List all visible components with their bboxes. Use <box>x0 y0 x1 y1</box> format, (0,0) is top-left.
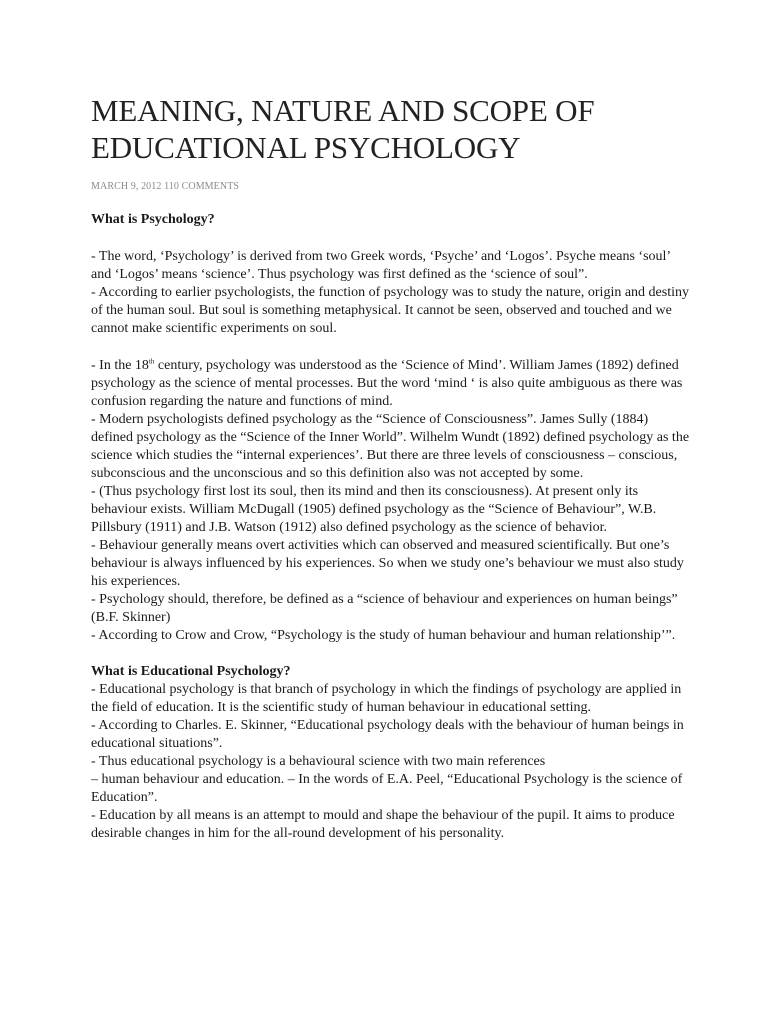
paragraph: – human behaviour and education. – In the words of E.A. Peel, “Educational Psychology is the science of Education”. <box>91 772 683 805</box>
ordinal-superscript: th <box>148 357 155 366</box>
title-line-1: MEANING, NATURE AND SCOPE OF <box>91 93 595 128</box>
paragraph-text: century, psychology was understood as the ‘Science of Mind’. William James (1892) defined psychology as the science of mental processes. But the word ‘mind ‘ is also quite ambiguous as there was confusion regarding the nature and functions of mind. <box>91 358 683 409</box>
paragraph <box>91 357 691 411</box>
post-meta: MARCH 9, 2012 110 COMMENTS <box>91 181 240 192</box>
paragraph-block-definitions <box>91 357 691 645</box>
paragraph-block-educational <box>91 681 691 843</box>
section-heading-psychology: What is Psychology? <box>91 212 215 227</box>
paragraph: - Educational psychology is that branch of psychology in which the findings of psychology are applied in the field of education. It is the scientific study of human behaviour in educational setting. <box>91 682 682 715</box>
title-line-2: EDUCATIONAL PSYCHOLOGY <box>91 130 521 165</box>
paragraph-block-origin <box>91 248 691 338</box>
paragraph: - According to Charles. E. Skinner, “Educational psychology deals with the behaviour of human beings in educational situations”. <box>91 718 684 751</box>
section-heading-educational-psychology: What is Educational Psychology? <box>91 664 291 679</box>
paragraph: - According to earlier psychologists, the function of psychology was to study the nature, origin and destiny of the human soul. But soul is something metaphysical. It cannot be seen, observed and touched and we cannot make scientific experiments on soul. <box>91 285 689 336</box>
paragraph: - Thus educational psychology is a behavioural science with two main references <box>91 754 546 769</box>
paragraph: - According to Crow and Crow, “Psychology is the study of human behaviour and human relationship’”. <box>91 628 676 643</box>
paragraph: - (Thus psychology first lost its soul, then its mind and then its consciousness). At present only its behaviour exists. William McDugall (1905) defined psychology as the “Science of Behaviour”, W.B. Pillsbury (1911) and J.B. Watson (1912) also defined psychology as the science of behavior. <box>91 484 657 535</box>
paragraph: - Education by all means is an attempt to mould and shape the behaviour of the pupil. It aims to produce desirable changes in him for the all-round development of his personality. <box>91 808 675 841</box>
paragraph: - Modern psychologists defined psychology as the “Science of Consciousness”. James Sully (1884) defined psychology as the “Science of the Inner World”. Wilhelm Wundt (1892) defined psychology as the science which studies the “internal experiences’. But there are three levels of consciousness – conscious, subconscious and the unconscious and so this definition also was not accepted by some. <box>91 412 690 481</box>
page-title <box>91 92 691 166</box>
article <box>91 92 691 843</box>
paragraph: - Behaviour generally means overt activities which can observed and measured scientifically. But one’s behaviour is always influenced by his experiences. So when we study one’s behaviour we must also study his experiences. <box>91 538 684 589</box>
paragraph: - The word, ‘Psychology’ is derived from two Greek words, ‘Psyche’ and ‘Logos’. Psyche means ‘soul’ and ‘Logos’ means ‘science’. Thus psychology was first defined as the ‘science of soul”. <box>91 249 671 282</box>
paragraph: - Psychology should, therefore, be defined as a “science of behaviour and experiences on human beings” (B.F. Skinner) <box>91 592 678 625</box>
paragraph-text: - In the 18 <box>91 358 149 373</box>
